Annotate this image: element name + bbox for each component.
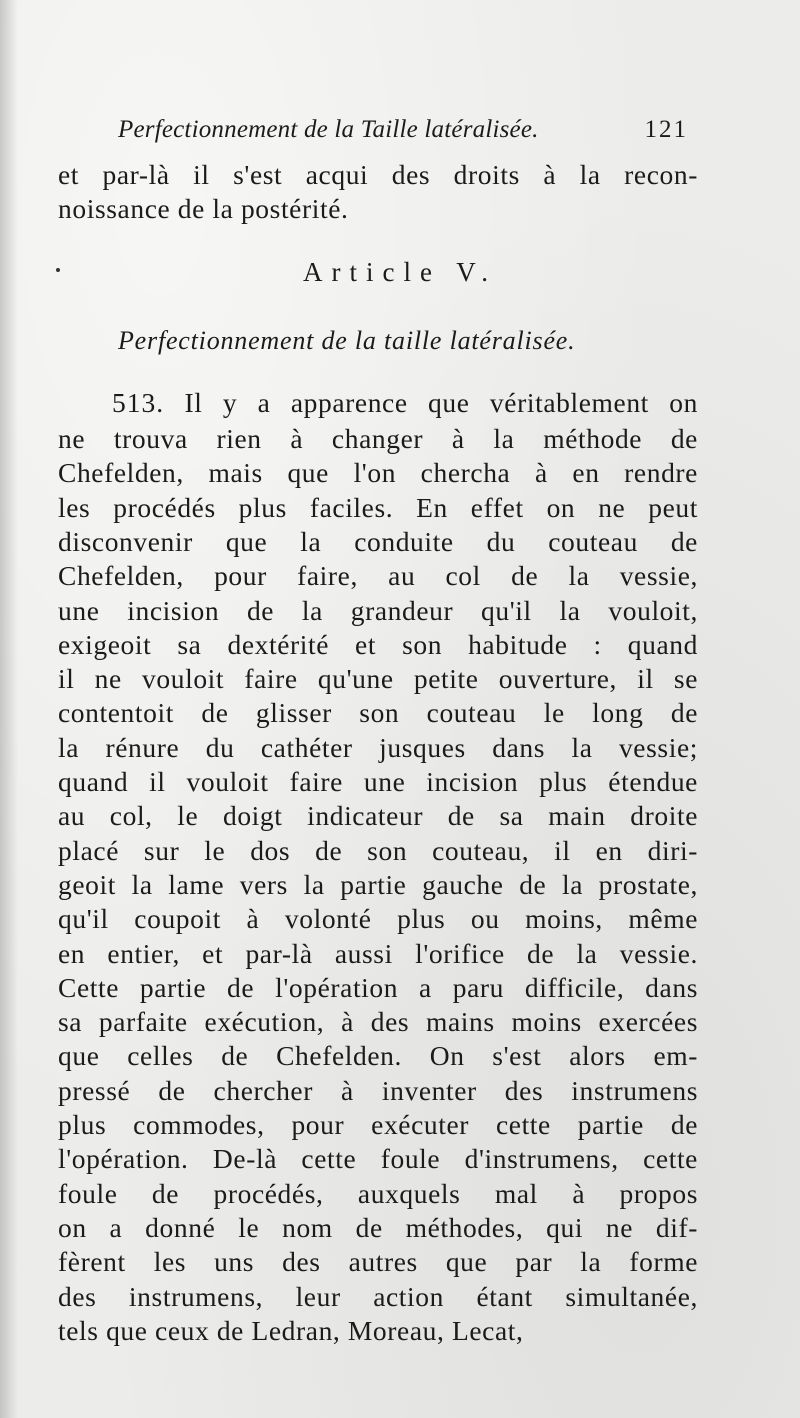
paragraph-line: ne trouva rien à changer à la méthode de	[58, 423, 698, 454]
text-line: et par-là il s'est acqui des droits à la recon-	[58, 159, 698, 190]
paragraph-line: exigeoit sa dextérité et son habitude : quand	[58, 628, 698, 660]
paragraph-line: que celles de Chefelden. On s'est alors em-	[58, 1040, 698, 1072]
paragraph-line: Chefelden, mais que l'on chercha à en rendre	[58, 457, 698, 489]
paragraph-line: Chefelden, pour faire, au col de la vessie,	[58, 560, 698, 592]
paragraph-line: la rénure du cathéter jusques dans la vessie;	[58, 731, 698, 763]
paragraph-line: quand il vouloit faire une incision plus étendue	[58, 766, 698, 797]
page-binding-shadow	[0, 0, 18, 1418]
paragraph-line: des instrumens, leur action étant simultanée,	[58, 1280, 698, 1312]
paragraph-line: sa parfaite exécution, à des mains moins exercées	[58, 1006, 698, 1038]
paragraph-line: disconvenir que la conduite du couteau de	[58, 525, 698, 557]
page-number: 121	[644, 116, 688, 143]
paragraph-line: au col, le doigt indicateur de sa main droite	[58, 800, 698, 832]
text-line: noissance de la postérité.	[58, 193, 349, 224]
paragraph-line: Cette partie de l'opération a paru difficile, dans	[58, 971, 698, 1003]
paragraph-number: 513.	[112, 387, 165, 418]
paragraph-line: foule de procédés, auxquels mal à propos	[58, 1177, 698, 1209]
article-heading-text: Article V.	[303, 257, 497, 287]
paragraph-line: on a donné le nom de méthodes, qui ne dif-	[58, 1211, 698, 1243]
paragraph-line: les procédés plus faciles. En effet on ne peut	[58, 491, 698, 523]
paragraph-line: qu'il coupoit à volonté plus ou moins, même	[58, 903, 698, 935]
paragraph-line: tels que ceux de Ledran, Moreau, Lecat,	[58, 1314, 524, 1346]
paragraph-line: l'opération. De-là cette foule d'instrumens, cette	[58, 1143, 698, 1175]
paragraph-line: il ne vouloit faire qu'une petite ouverture, il se	[58, 663, 698, 695]
paragraph-line: une incision de la grandeur qu'il la vouloit,	[58, 594, 698, 626]
paragraph-line: pressé de chercher à inventer des instrumens	[58, 1074, 698, 1106]
paragraph-line: plus commodes, pour exécuter cette partie de	[58, 1109, 698, 1140]
paragraph-line: en entier, et par-là aussi l'orifice de la vessie.	[58, 937, 698, 969]
paragraph-line: geoit la lame vers la partie gauche de la prostate,	[58, 868, 698, 900]
page-header	[118, 112, 688, 148]
article-subtitle: Perfectionnement de la taille latéralisée.	[118, 326, 576, 355]
paragraph-line: fèrent les uns des autres que par la forme	[58, 1246, 698, 1278]
running-title: Perfectionnement de la Taille latéralisée.	[118, 116, 539, 143]
paragraph-line: placé sur le dos de son couteau, il en diri-	[58, 834, 698, 866]
paragraph-line: Il y a apparence que véritablement on	[184, 387, 698, 418]
article-heading	[0, 252, 800, 292]
text-line-first	[112, 386, 698, 420]
paragraph-line: contentoit de glisser son couteau le long de	[58, 697, 698, 729]
